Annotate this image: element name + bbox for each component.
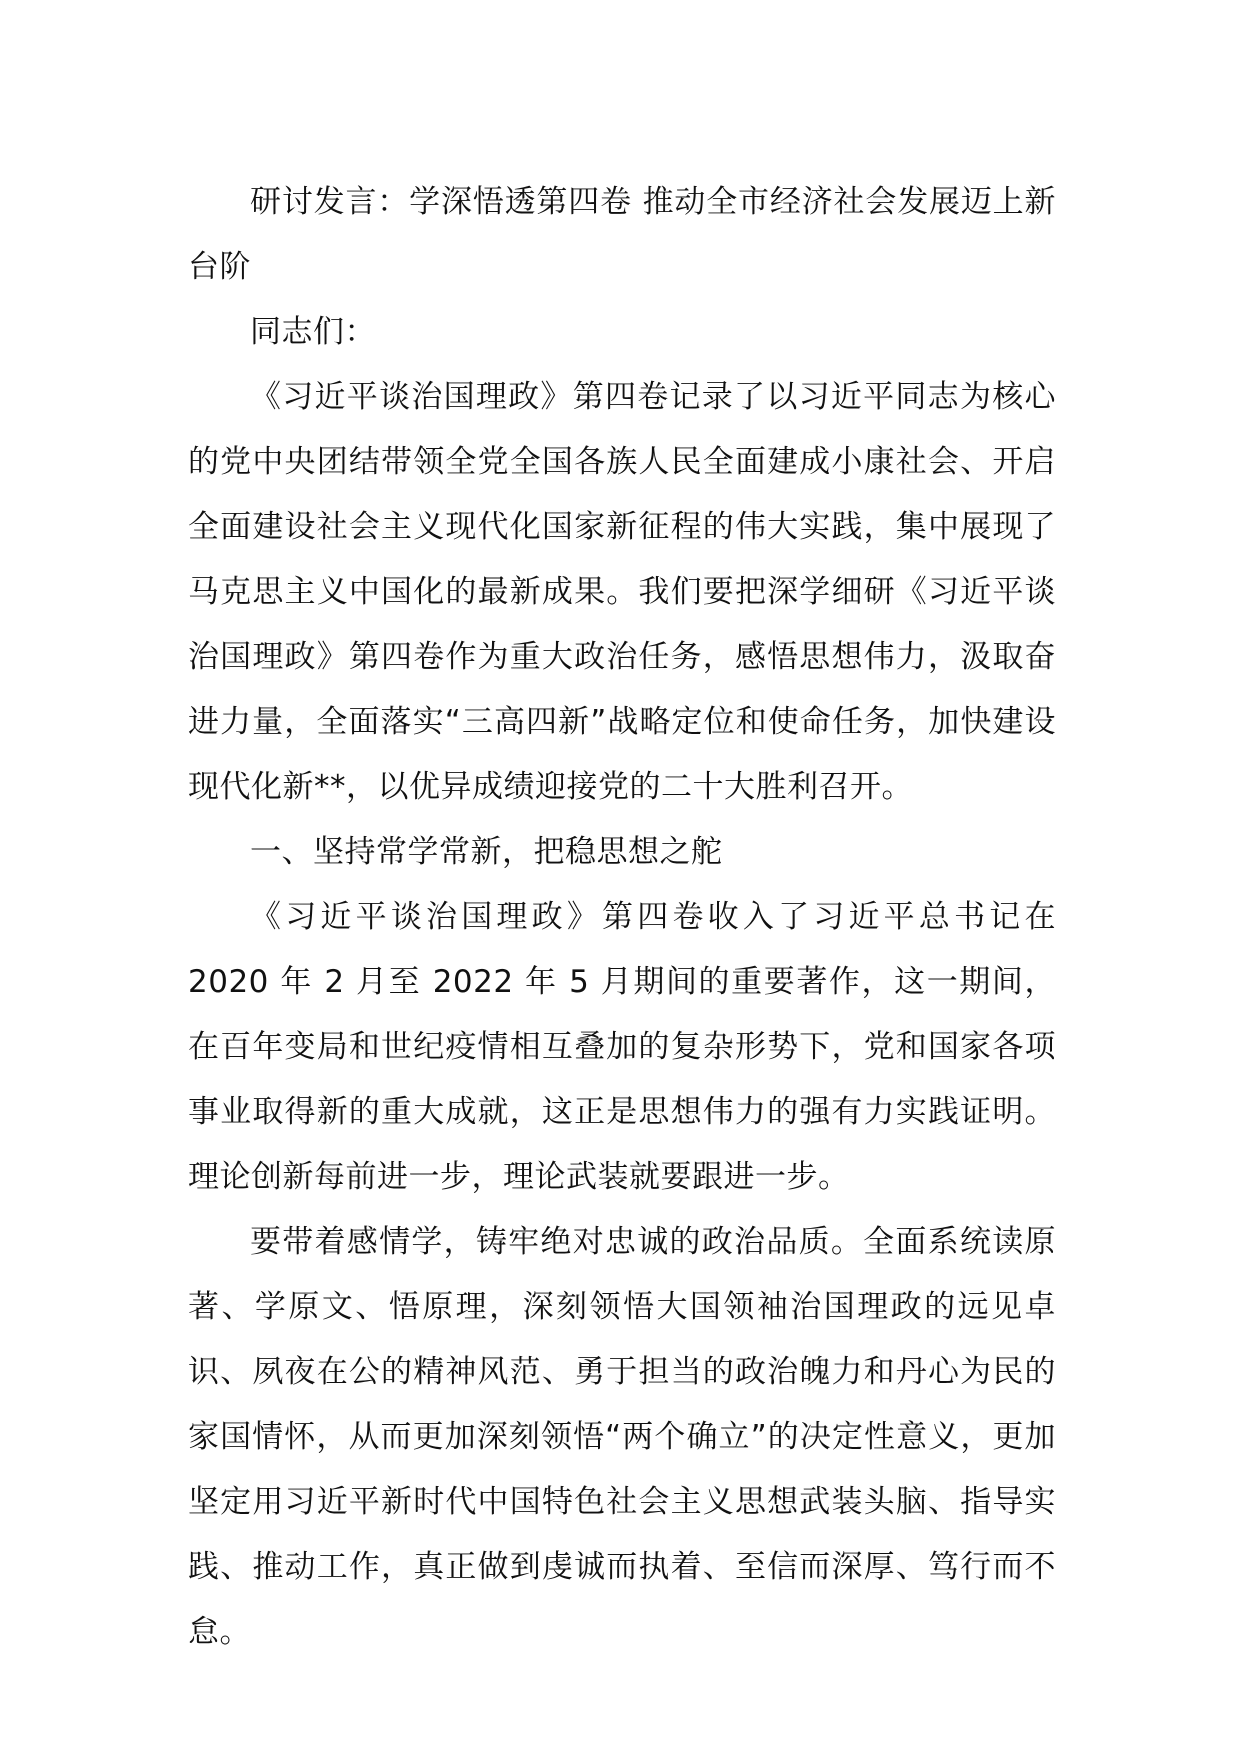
body-paragraph: 要带着感情学，铸牢绝对忠诚的政治品质。全面系统读原著、学原文、悟原理，深刻领悟大国领袖治国理政的远见卓识、夙夜在公的精神风范、勇于担当的政治魄力和丹心为民的家国情怀，从而更加深刻领悟“两个确立”的决定性意义，更加坚定用习近平新时代中国特色社会主义思想武装头脑、指导实践、推动工作，真正做到虔诚而执着、至信而深厚、笃行而不怠。: [188, 1224, 1056, 1650]
document-body: [188, 170, 1056, 1665]
document-title: 研讨发言：学深悟透第四卷 推动全市经济社会发展迈上新台阶: [188, 184, 1056, 285]
salutation-paragraph: 同志们：: [250, 314, 376, 350]
body-paragraph: 《习近平谈治国理政》第四卷收入了习近平总书记在 2020 年 2 月至 2022 年 5 月期间的重要著作，这一期间，在百年变局和世纪疫情相互叠加的复杂形势下，党和国家各项事业取得新的重大成就，这正是思想伟力的强有力实践证明。理论创新每前进一步，理论武装就要跟进一步。: [188, 899, 1056, 1195]
intro-paragraph: 《习近平谈治国理政》第四卷记录了以习近平同志为核心的党中央团结带领全党全国各族人民全面建成小康社会、开启全面建设社会主义现代化国家新征程的伟大实践，集中展现了马克思主义中国化的最新成果。我们要把深学细研《习近平谈治国理政》第四卷作为重大政治任务，感悟思想伟力，汲取奋进力量，全面落实“三高四新”战略定位和使命任务，加快建设现代化新**，以优异成绩迎接党的二十大胜利召开。: [188, 379, 1056, 805]
section-heading: 一、坚持常学常新，把稳思想之舵: [250, 834, 723, 870]
